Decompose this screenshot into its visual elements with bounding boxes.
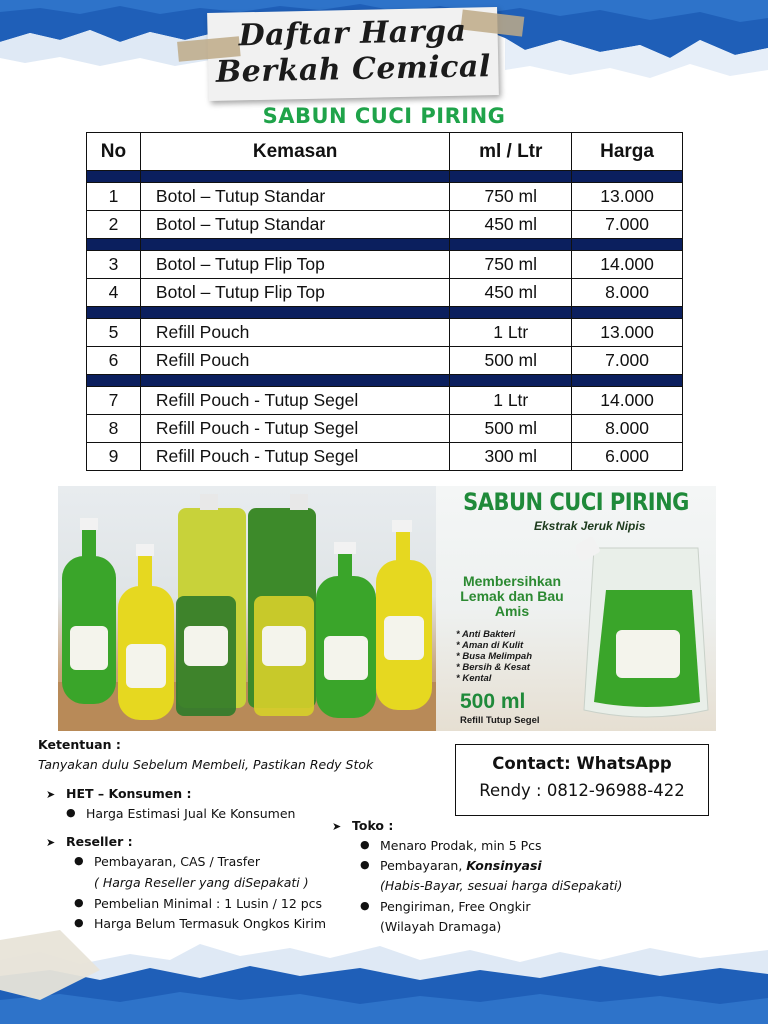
toko-item-note: (Wilayah Dramaga)	[380, 919, 502, 934]
contact-number[interactable]: Rendy : 0812-96988-422	[479, 781, 685, 800]
cell-volume: 450 ml	[450, 211, 572, 239]
reseller-item	[74, 896, 323, 911]
table-row	[87, 211, 683, 239]
cell-no: 1	[87, 183, 141, 211]
reseller-item	[74, 916, 327, 931]
cell-harga: 14.000	[572, 387, 683, 415]
cell-harga: 14.000	[572, 251, 683, 279]
section-title: SABUN CUCI PIRING	[262, 104, 506, 128]
toko-item-label: Menaro Prodak, min 5 Pcs	[380, 838, 542, 853]
page-title-line1: Daftar Harga	[238, 13, 467, 54]
promo-panel	[436, 486, 716, 731]
table-divider	[87, 375, 683, 387]
toko-item-emphasis: Konsinyasi	[466, 858, 542, 873]
het-title: HET – Konsumen :	[66, 786, 192, 801]
cell-kemasan: Botol – Tutup Flip Top	[140, 279, 449, 307]
ketentuan-title: Ketentuan :	[38, 737, 121, 752]
cell-no: 4	[87, 279, 141, 307]
page-title-line2: Berkah Cemical	[215, 49, 492, 90]
table-row	[87, 251, 683, 279]
cell-volume: 450 ml	[450, 279, 572, 307]
bottles-illustration	[58, 486, 436, 731]
arrow-bullet-icon: ➤	[46, 788, 56, 801]
table-row	[87, 183, 683, 211]
cell-harga: 13.000	[572, 319, 683, 347]
cell-volume: 500 ml	[450, 415, 572, 443]
cell-no: 8	[87, 415, 141, 443]
promo-title: SABUN CUCI PIRING	[463, 488, 689, 516]
cell-kemasan: Botol – Tutup Flip Top	[140, 251, 449, 279]
toko-item	[360, 858, 542, 873]
cell-kemasan: Botol – Tutup Standar	[140, 211, 449, 239]
promo-benefit: * Aman di Kulit	[456, 640, 524, 651]
cell-harga: 8.000	[572, 415, 683, 443]
reseller-title: Reseller :	[66, 834, 133, 849]
bullet-icon: ●	[74, 916, 84, 929]
column-header-volume: ml / Ltr	[450, 133, 572, 171]
cell-volume: 1 Ltr	[450, 387, 572, 415]
bullet-icon: ●	[66, 806, 76, 819]
cell-kemasan: Refill Pouch - Tutup Segel	[140, 387, 449, 415]
bullet-icon: ●	[360, 899, 370, 912]
toko-item-label: Pengiriman, Free Ongkir	[380, 899, 531, 914]
column-header-kemasan: Kemasan	[140, 133, 449, 171]
reseller-heading	[46, 834, 133, 849]
column-header-no: No	[87, 133, 141, 171]
cell-kemasan: Refill Pouch	[140, 319, 449, 347]
promo-benefit: * Anti Bakteri	[456, 629, 516, 640]
cell-harga: 13.000	[572, 183, 683, 211]
cell-volume: 750 ml	[450, 183, 572, 211]
promo-benefit: * Bersih & Kesat	[456, 662, 530, 673]
promo-benefits-list	[456, 629, 532, 684]
promo-volume: 500 ml	[460, 690, 526, 713]
het-heading	[46, 786, 192, 801]
promo-subtitle: Ekstrak Jeruk Nipis	[534, 519, 646, 533]
cell-no: 9	[87, 443, 141, 471]
bullet-icon: ●	[360, 838, 370, 851]
table-row	[87, 387, 683, 415]
cell-harga: 7.000	[572, 347, 683, 375]
table-divider	[87, 239, 683, 251]
cell-no: 3	[87, 251, 141, 279]
table-row	[87, 347, 683, 375]
bullet-icon: ●	[360, 858, 370, 871]
promo-benefit: * Busa Melimpah	[456, 651, 533, 662]
cell-kemasan: Refill Pouch - Tutup Segel	[140, 443, 449, 471]
reseller-item-label: Pembayaran, CAS / Trasfer	[94, 854, 260, 869]
table-row	[87, 319, 683, 347]
title-card	[207, 7, 499, 101]
price-table	[86, 132, 683, 471]
pouch-illustration	[576, 534, 716, 724]
toko-title: Toko :	[352, 818, 394, 833]
cell-harga: 7.000	[572, 211, 683, 239]
ketentuan-note: Tanyakan dulu Sebelum Membeli, Pastikan Redy Stok	[38, 757, 374, 772]
promo-benefit: * Kental	[456, 673, 492, 684]
toko-item-note: (Habis-Bayar, sesuai harga diSepakati)	[380, 878, 623, 893]
arrow-bullet-icon: ➤	[332, 820, 342, 833]
table-row	[87, 415, 683, 443]
toko-item	[360, 838, 542, 853]
table-divider	[87, 171, 683, 183]
cell-volume: 750 ml	[450, 251, 572, 279]
toko-heading	[332, 818, 393, 833]
bullet-icon: ●	[74, 896, 84, 909]
toko-item-prefix: Pembayaran,	[380, 858, 467, 873]
table-header-row	[87, 133, 683, 171]
reseller-item	[74, 854, 260, 869]
cell-volume: 1 Ltr	[450, 319, 572, 347]
cell-no: 2	[87, 211, 141, 239]
cell-no: 6	[87, 347, 141, 375]
cell-volume: 300 ml	[450, 443, 572, 471]
torn-paper-bottom	[0, 930, 768, 1024]
table-divider	[87, 307, 683, 319]
cell-volume: 500 ml	[450, 347, 572, 375]
cell-kemasan: Refill Pouch	[140, 347, 449, 375]
product-photo	[58, 486, 436, 731]
toko-item	[360, 899, 531, 914]
cell-harga: 8.000	[572, 279, 683, 307]
promo-headline: Membersihkan Lemak dan Bau Amis	[460, 573, 564, 619]
table-row	[87, 279, 683, 307]
cell-kemasan: Botol – Tutup Standar	[140, 183, 449, 211]
bullet-icon: ●	[74, 854, 84, 867]
cell-harga: 6.000	[572, 443, 683, 471]
het-item-label: Harga Estimasi Jual Ke Konsumen	[86, 806, 296, 821]
contact-box	[455, 744, 709, 816]
promo-refill-label: Refill Tutup Segel	[460, 715, 540, 726]
cell-no: 5	[87, 319, 141, 347]
reseller-item-label: Harga Belum Termasuk Ongkos Kirim	[94, 916, 327, 931]
arrow-bullet-icon: ➤	[46, 836, 56, 849]
cell-kemasan: Refill Pouch - Tutup Segel	[140, 415, 449, 443]
cell-no: 7	[87, 387, 141, 415]
het-item	[66, 806, 296, 821]
contact-title: Contact: WhatsApp	[492, 754, 672, 773]
reseller-item-label: Pembelian Minimal : 1 Lusin / 12 pcs	[94, 896, 323, 911]
table-row	[87, 443, 683, 471]
reseller-item-note: ( Harga Reseller yang diSepakati )	[94, 875, 309, 890]
column-header-harga: Harga	[572, 133, 683, 171]
